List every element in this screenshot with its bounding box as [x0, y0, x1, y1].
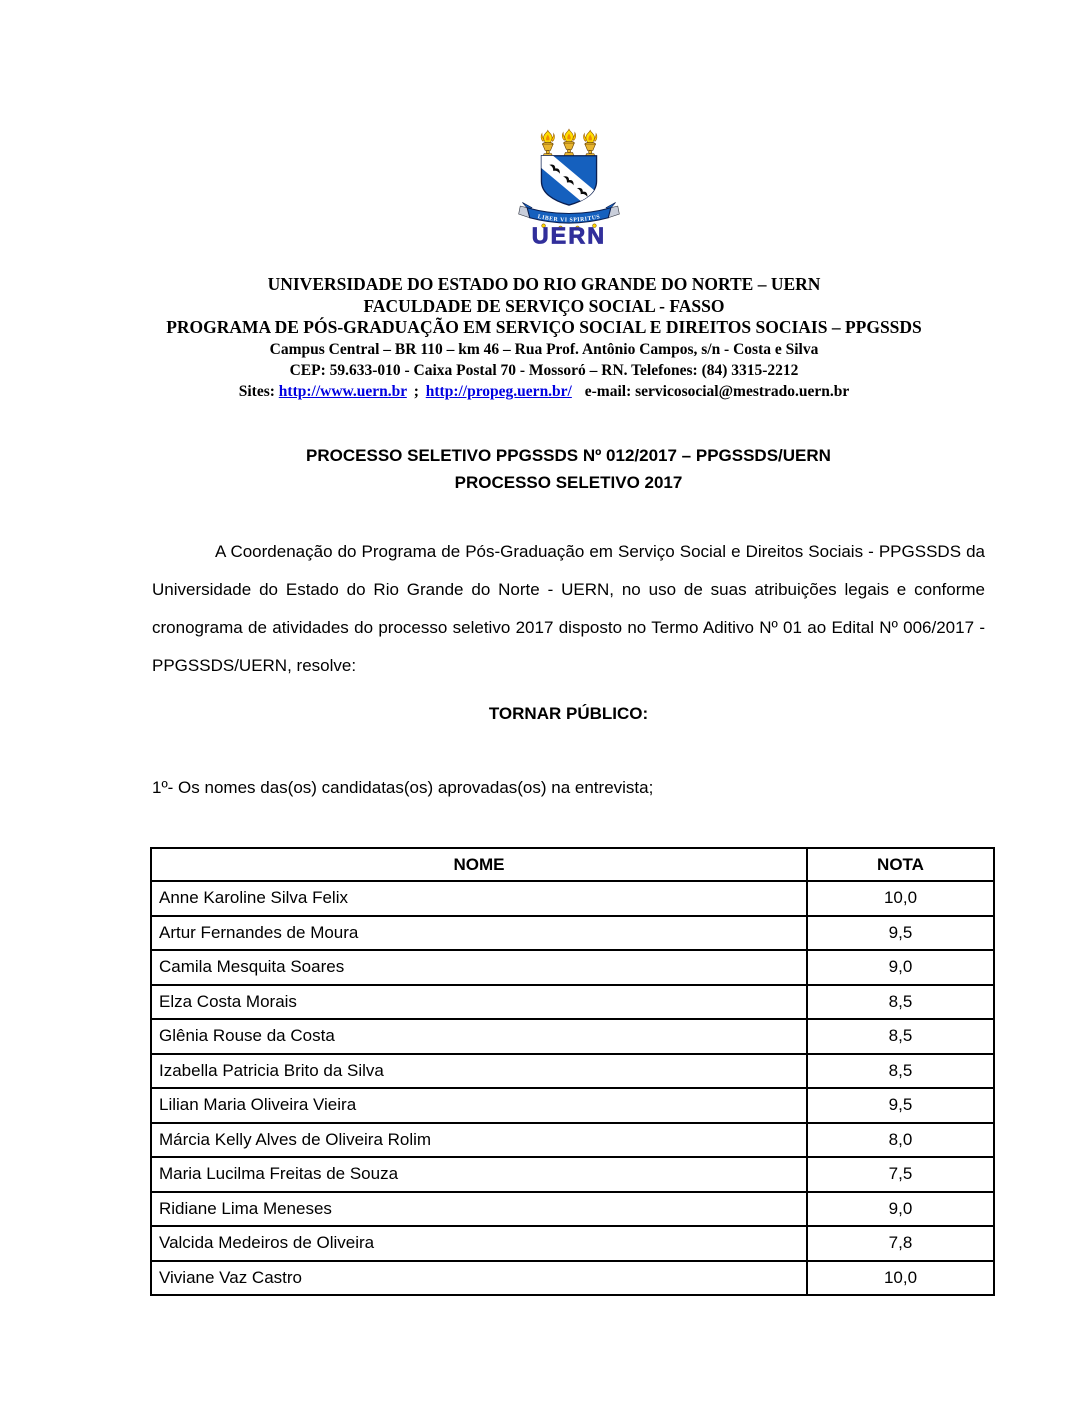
results-table	[150, 847, 995, 1296]
table-row	[151, 1226, 994, 1261]
candidate-name: Márcia Kelly Alves de Oliveira Rolim	[151, 1123, 807, 1158]
campus-address: Campus Central – BR 110 – km 46 – Rua Prof. Antônio Campos, s/n - Costa e Silva	[269, 340, 819, 358]
item-1-text: 1º- Os nomes das(os) candidatas(os) aprovadas(os) na entrevista;	[152, 778, 654, 797]
candidate-name: Elza Costa Morais	[151, 985, 807, 1020]
university-name: UNIVERSIDADE DO ESTADO DO RIO GRANDE DO NORTE – UERN	[267, 274, 821, 294]
table-row	[151, 1088, 994, 1123]
cep-phone-line: CEP: 59.633-010 - Caixa Postal 70 - Mossoró – RN. Telefones: (84) 3315-2212	[289, 361, 799, 379]
program-name: PROGRAMA DE PÓS-GRADUAÇÃO EM SERVIÇO SOCIAL E DIREITOS SOCIAIS – PPGSSDS	[166, 317, 922, 337]
candidate-score: 7,5	[807, 1157, 994, 1192]
candidate-score: 8,5	[807, 985, 994, 1020]
title-line-2: PROCESSO SELETIVO 2017	[454, 473, 683, 492]
candidate-name: Artur Fernandes de Moura	[151, 916, 807, 951]
motto-text: LIBER VI SPIRITUS	[536, 214, 601, 224]
table-row	[151, 1054, 994, 1089]
candidate-name: Maria Lucilma Freitas de Souza	[151, 1157, 807, 1192]
table-row	[151, 985, 994, 1020]
table-row	[151, 1157, 994, 1192]
faculty-name: FACULDADE DE SERVIÇO SOCIAL - FASSO	[363, 295, 725, 316]
table-header-row	[151, 848, 994, 881]
candidate-score: 8,5	[807, 1019, 994, 1054]
propeg-site-link[interactable]: http://propeg.uern.br/	[425, 382, 572, 400]
candidate-name: Anne Karoline Silva Felix	[151, 881, 807, 916]
uern-crest-logo	[152, 128, 985, 245]
email-label: e-mail:	[584, 382, 632, 400]
candidate-name: Valcida Medeiros de Oliveira	[151, 1226, 807, 1261]
email-text: servicosocial@mestrado.uern.br	[635, 382, 850, 400]
torch-icon	[541, 129, 597, 156]
uern-site-link[interactable]: http://www.uern.br	[278, 382, 407, 400]
table-row	[151, 1261, 994, 1296]
candidate-score: 10,0	[807, 881, 994, 916]
column-header-nome: NOME	[151, 848, 807, 881]
uern-crest-icon	[516, 128, 622, 245]
proclamation-heading: TORNAR PÚBLICO:	[488, 704, 649, 723]
title-line-1: PROCESSO SELETIVO PPGSSDS Nº 012/2017 – PPGSSDS/UERN	[306, 446, 831, 465]
table-row	[151, 1192, 994, 1227]
sites-separator: ;	[413, 382, 419, 400]
table-row	[151, 1123, 994, 1158]
intro-paragraph: A Coordenação do Programa de Pós-Graduação em Serviço Social e Direitos Sociais - PPGSSDS da Universidade do Estado do Rio Grande do Norte - UERN, no uso de suas atribuições legais e conforme cronograma de atividades do processo seletivo 2017 disposto no Termo Aditivo Nº 01 ao Edital Nº 006/2017 - PPGSSDS/UERN, resolve:	[152, 542, 985, 675]
document-title	[152, 442, 985, 496]
sites-line	[104, 381, 984, 402]
candidate-name: Camila Mesquita Soares	[151, 950, 807, 985]
candidate-score: 9,5	[807, 1088, 994, 1123]
table-row	[151, 916, 994, 951]
table-body	[151, 881, 994, 1295]
candidate-name: Glênia Rouse da Costa	[151, 1019, 807, 1054]
table-row	[151, 950, 994, 985]
column-header-nota: NOTA	[807, 848, 994, 881]
candidate-score: 10,0	[807, 1261, 994, 1296]
candidate-score: 9,0	[807, 950, 994, 985]
candidate-name: Lilian Maria Oliveira Vieira	[151, 1088, 807, 1123]
letterhead	[104, 274, 984, 402]
candidate-score: 7,8	[807, 1226, 994, 1261]
candidate-name: Viviane Vaz Castro	[151, 1261, 807, 1296]
candidate-name: Izabella Patricia Brito da Silva	[151, 1054, 807, 1089]
candidate-score: 9,5	[807, 916, 994, 951]
sites-label: Sites:	[238, 382, 275, 400]
candidate-name: Ridiane Lima Meneses	[151, 1192, 807, 1227]
uern-wordmark: UERN	[531, 222, 606, 245]
table-row	[151, 1019, 994, 1054]
table-row	[151, 881, 994, 916]
candidate-score: 8,0	[807, 1123, 994, 1158]
candidate-score: 9,0	[807, 1192, 994, 1227]
candidate-score: 8,5	[807, 1054, 994, 1089]
